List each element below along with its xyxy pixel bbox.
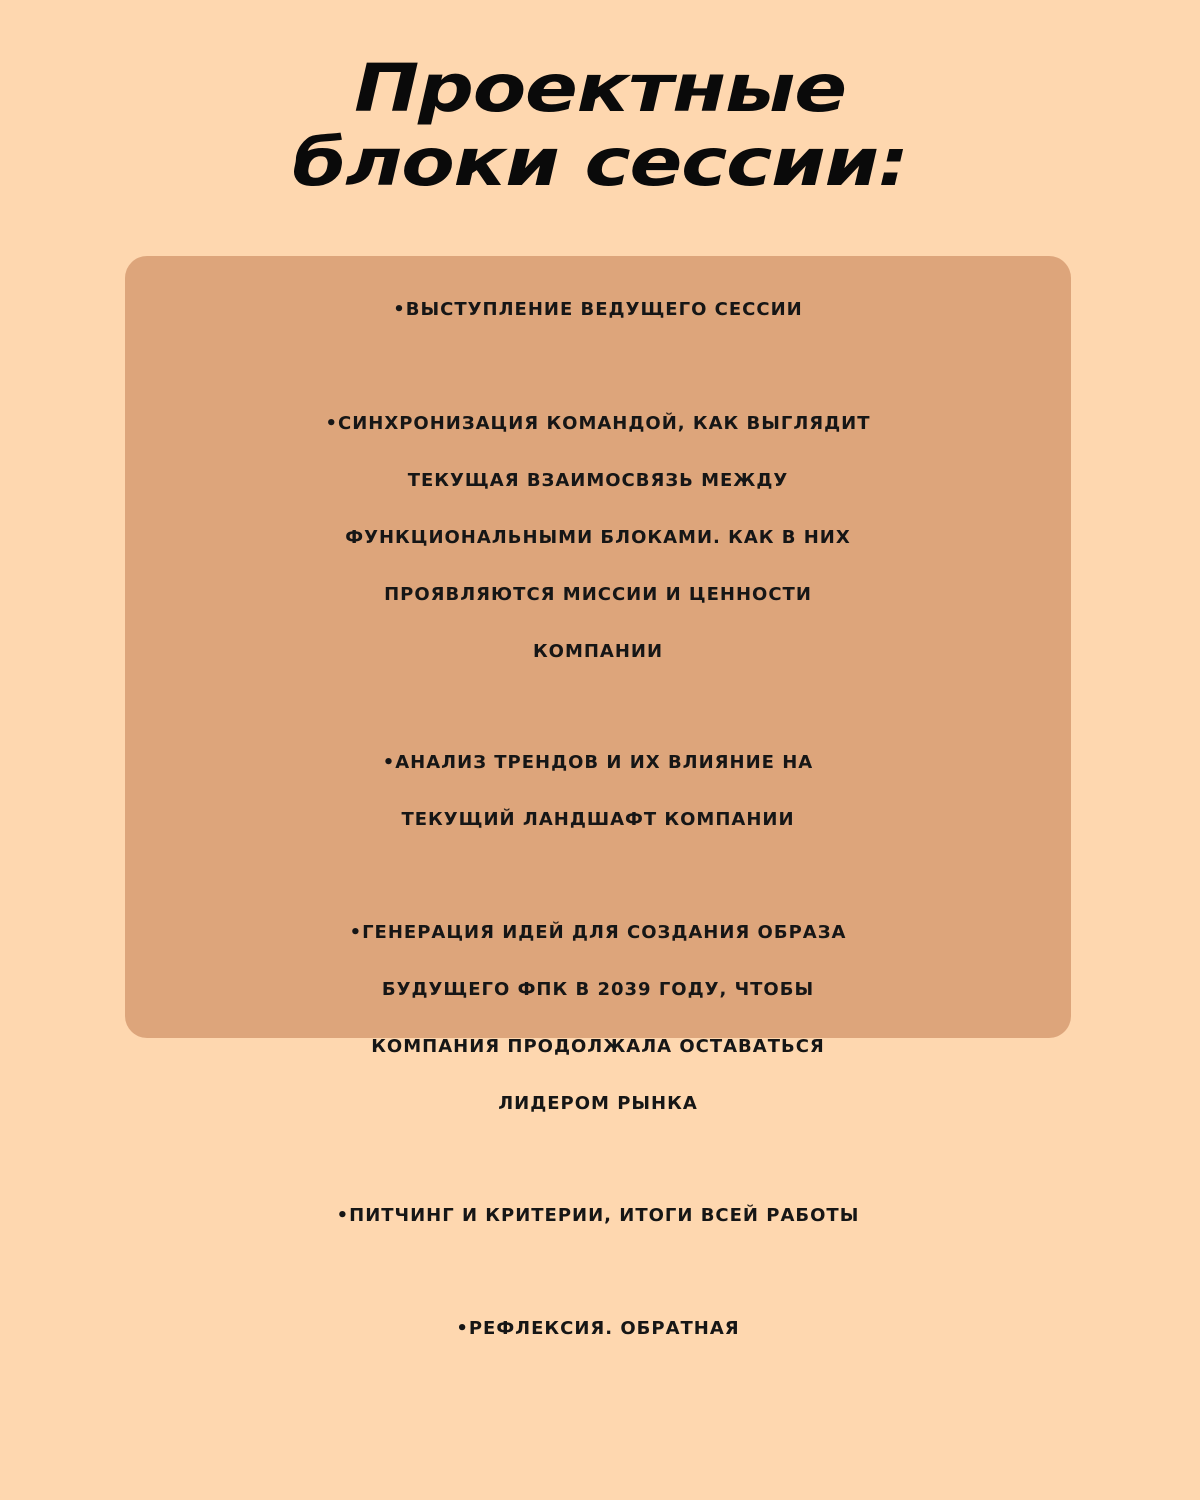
list-item-line: •ВЫСТУПЛЕНИЕ ВЕДУЩЕГО СЕССИИ — [393, 299, 803, 320]
list-item-line: ТЕКУЩАЯ ВЗАИМОСВЯЗЬ МЕЖДУ — [407, 470, 789, 491]
list-item-line: ПРОЯВЛЯЮТСЯ МИССИИ И ЦЕННОСТИ — [384, 584, 812, 605]
page-title — [0, 52, 1200, 200]
list-item-line: ФУНКЦИОНАЛЬНЫМИ БЛОКАМИ. КАК В НИХ — [345, 527, 851, 548]
list-item — [125, 734, 1071, 848]
list-item — [125, 1300, 1071, 1357]
list-item-line: БУДУЩЕГО ФПК В 2039 ГОДУ, ЧТОБЫ — [381, 979, 815, 1000]
session-blocks-card — [125, 256, 1071, 1339]
list-item — [125, 904, 1071, 1132]
list-item-line: ТЕКУЩИЙ ЛАНДШАФТ КОМПАНИИ — [401, 809, 795, 830]
list-item — [125, 1187, 1071, 1244]
title-line-2: блоки сессии: — [292, 124, 908, 201]
list-item-line: •РЕФЛЕКСИЯ. ОБРАТНАЯ — [456, 1318, 740, 1339]
list-item-line: ЛИДЕРОМ РЫНКА — [498, 1093, 698, 1114]
list-item-line: •ПИТЧИНГ И КРИТЕРИИ, ИТОГИ ВСЕЙ РАБОТЫ — [336, 1205, 860, 1226]
title-line-1: Проектные — [354, 50, 846, 127]
list-item-line: КОМПАНИИ — [532, 641, 664, 662]
list-item-line: •ГЕНЕРАЦИЯ ИДЕЙ ДЛЯ СОЗДАНИЯ ОБРАЗА — [349, 922, 847, 943]
list-item — [125, 395, 1071, 680]
list-item-line: •АНАЛИЗ ТРЕНДОВ И ИХ ВЛИЯНИЕ НА — [382, 752, 814, 773]
list-item — [125, 281, 1071, 338]
list-item-line: КОМПАНИЯ ПРОДОЛЖАЛА ОСТАВАТЬСЯ — [371, 1036, 825, 1057]
list-item-line: •СИНХРОНИЗАЦИЯ КОМАНДОЙ, КАК ВЫГЛЯДИТ — [325, 413, 871, 434]
